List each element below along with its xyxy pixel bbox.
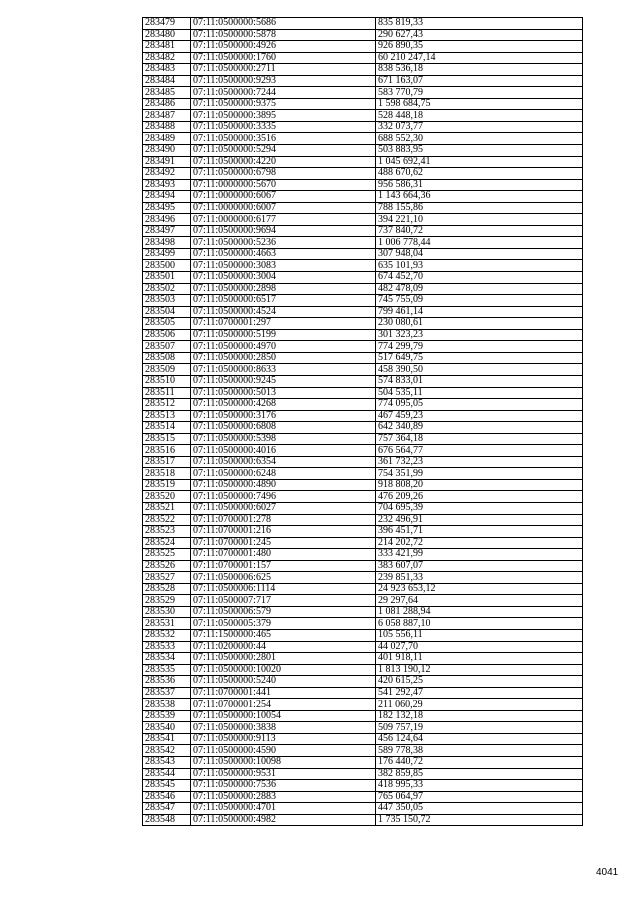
row-number-cell: 283540 [143, 722, 191, 734]
table-row [143, 387, 583, 399]
table-row [143, 110, 583, 122]
cadastral-number-cell: 07:11:0500000:9113 [191, 733, 376, 745]
table-row [143, 237, 583, 249]
cadastral-number-cell: 07:11:0500000:5398 [191, 433, 376, 445]
table-row [143, 606, 583, 618]
row-number-cell: 283498 [143, 237, 191, 249]
cadastral-value-cell: 232 496,91 [376, 514, 583, 526]
cadastral-value-cell: 704 695,39 [376, 502, 583, 514]
table-row [143, 422, 583, 434]
table-row [143, 29, 583, 41]
table-row [143, 329, 583, 341]
table-row [143, 214, 583, 226]
table-row [143, 768, 583, 780]
cadastral-value-cell: 467 459,23 [376, 410, 583, 422]
row-number-cell: 283501 [143, 272, 191, 284]
cadastral-value-cell: 574 833,01 [376, 375, 583, 387]
cadastral-value-cell: 418 995,33 [376, 780, 583, 792]
row-number-cell: 283513 [143, 410, 191, 422]
table-row [143, 341, 583, 353]
table-row [143, 248, 583, 260]
row-number-cell: 283519 [143, 479, 191, 491]
table-row [143, 41, 583, 53]
cadastral-number-cell: 07:11:0500000:5878 [191, 29, 376, 41]
cadastral-number-cell: 07:11:0500000:10020 [191, 664, 376, 676]
cadastral-number-cell: 07:11:0500000:4590 [191, 745, 376, 757]
cadastral-number-cell: 07:11:0200000:44 [191, 641, 376, 653]
row-number-cell: 283482 [143, 52, 191, 64]
table-row [143, 560, 583, 572]
cadastral-value-cell: 838 536,18 [376, 64, 583, 76]
table-row [143, 87, 583, 99]
row-number-cell: 283517 [143, 456, 191, 468]
row-number-cell: 283481 [143, 41, 191, 53]
cadastral-value-cell: 488 670,62 [376, 168, 583, 180]
cadastral-value-cell: 458 390,50 [376, 364, 583, 376]
row-number-cell: 283521 [143, 502, 191, 514]
cadastral-number-cell: 07:11:0500000:9531 [191, 768, 376, 780]
cadastral-number-cell: 07:11:0500000:9245 [191, 375, 376, 387]
cadastral-value-cell: 635 101,93 [376, 260, 583, 272]
row-number-cell: 283532 [143, 629, 191, 641]
cadastral-value-cell: 1 598 684,75 [376, 98, 583, 110]
row-number-cell: 283506 [143, 329, 191, 341]
cadastral-value-cell: 230 080,61 [376, 318, 583, 330]
cadastral-number-cell: 07:11:0700001:245 [191, 537, 376, 549]
row-number-cell: 283516 [143, 445, 191, 457]
row-number-cell: 283500 [143, 260, 191, 272]
cadastral-number-cell: 07:11:0500005:379 [191, 618, 376, 630]
row-number-cell: 283522 [143, 514, 191, 526]
row-number-cell: 283508 [143, 352, 191, 364]
table-row [143, 283, 583, 295]
cadastral-value-cell: 29 297,64 [376, 595, 583, 607]
cadastral-value-cell: 382 859,85 [376, 768, 583, 780]
table-row [143, 722, 583, 734]
row-number-cell: 283525 [143, 549, 191, 561]
cadastral-value-cell: 1 081 288,94 [376, 606, 583, 618]
row-number-cell: 283518 [143, 468, 191, 480]
cadastral-number-cell: 07:11:0500000:5686 [191, 18, 376, 30]
row-number-cell: 283538 [143, 699, 191, 711]
table-row [143, 595, 583, 607]
row-number-cell: 283488 [143, 121, 191, 133]
cadastral-number-cell: 07:11:0500000:4524 [191, 306, 376, 318]
table-row [143, 295, 583, 307]
row-number-cell: 283491 [143, 156, 191, 168]
cadastral-number-cell: 07:11:0500000:9694 [191, 225, 376, 237]
row-number-cell: 283511 [143, 387, 191, 399]
cadastral-value-cell: 1 813 190,12 [376, 664, 583, 676]
row-number-cell: 283529 [143, 595, 191, 607]
cadastral-number-cell: 07:11:0500000:8633 [191, 364, 376, 376]
cadastral-number-cell: 07:11:0500006:579 [191, 606, 376, 618]
cadastral-value-cell: 476 209,26 [376, 491, 583, 503]
table-row [143, 699, 583, 711]
cadastral-number-cell: 07:11:0500000:4890 [191, 479, 376, 491]
table-row [143, 653, 583, 665]
cadastral-value-cell: 509 757,19 [376, 722, 583, 734]
row-number-cell: 283544 [143, 768, 191, 780]
row-number-cell: 283533 [143, 641, 191, 653]
cadastral-number-cell: 07:11:0500000:3004 [191, 272, 376, 284]
cadastral-value-table [142, 17, 583, 826]
cadastral-value-cell: 642 340,89 [376, 422, 583, 434]
row-number-cell: 283486 [143, 98, 191, 110]
cadastral-value-cell: 396 451,71 [376, 526, 583, 538]
table-row [143, 791, 583, 803]
row-number-cell: 283510 [143, 375, 191, 387]
cadastral-number-cell: 07:11:0500000:2883 [191, 791, 376, 803]
cadastral-value-cell: 1 045 692,41 [376, 156, 583, 168]
cadastral-value-cell: 528 448,18 [376, 110, 583, 122]
cadastral-number-cell: 07:11:0500000:3895 [191, 110, 376, 122]
table-row [143, 433, 583, 445]
cadastral-value-cell: 176 440,72 [376, 757, 583, 769]
table-row [143, 757, 583, 769]
cadastral-value-cell: 926 890,35 [376, 41, 583, 53]
cadastral-number-cell: 07:11:0500006:625 [191, 572, 376, 584]
cadastral-number-cell: 07:11:0500000:5199 [191, 329, 376, 341]
cadastral-number-cell: 07:11:0000000:6007 [191, 202, 376, 214]
row-number-cell: 283490 [143, 145, 191, 157]
row-number-cell: 283536 [143, 676, 191, 688]
cadastral-number-cell: 07:11:0500000:3838 [191, 722, 376, 734]
row-number-cell: 283507 [143, 341, 191, 353]
cadastral-value-cell: 383 607,07 [376, 560, 583, 572]
cadastral-value-cell: 394 221,10 [376, 214, 583, 226]
cadastral-number-cell: 07:11:0500007:717 [191, 595, 376, 607]
cadastral-value-cell: 671 163,07 [376, 75, 583, 87]
cadastral-value-cell: 447 350,05 [376, 803, 583, 815]
cadastral-value-cell: 757 364,18 [376, 433, 583, 445]
cadastral-number-cell: 07:11:0500000:4663 [191, 248, 376, 260]
table-row [143, 814, 583, 826]
table-row [143, 179, 583, 191]
cadastral-value-cell: 799 461,14 [376, 306, 583, 318]
cadastral-number-cell: 07:11:0500000:7244 [191, 87, 376, 99]
cadastral-value-cell: 301 323,23 [376, 329, 583, 341]
row-number-cell: 283504 [143, 306, 191, 318]
row-number-cell: 283523 [143, 526, 191, 538]
row-number-cell: 283531 [143, 618, 191, 630]
table-row [143, 710, 583, 722]
row-number-cell: 283495 [143, 202, 191, 214]
cadastral-number-cell: 07:11:0700001:297 [191, 318, 376, 330]
table-row [143, 260, 583, 272]
cadastral-number-cell: 07:11:0500000:4926 [191, 41, 376, 53]
table-row [143, 502, 583, 514]
row-number-cell: 283497 [143, 225, 191, 237]
row-number-cell: 283483 [143, 64, 191, 76]
cadastral-number-cell: 07:11:0500000:4268 [191, 399, 376, 411]
cadastral-value-cell: 239 851,33 [376, 572, 583, 584]
cadastral-number-cell: 07:11:0500000:4970 [191, 341, 376, 353]
cadastral-number-cell: 07:11:0500000:6808 [191, 422, 376, 434]
cadastral-value-cell: 214 202,72 [376, 537, 583, 549]
cadastral-number-cell: 07:11:0500000:6354 [191, 456, 376, 468]
row-number-cell: 283479 [143, 18, 191, 30]
row-number-cell: 283487 [143, 110, 191, 122]
cadastral-value-cell: 332 073,77 [376, 121, 583, 133]
table-row [143, 133, 583, 145]
row-number-cell: 283527 [143, 572, 191, 584]
table-row [143, 318, 583, 330]
cadastral-value-cell: 956 586,31 [376, 179, 583, 191]
cadastral-value-cell: 541 292,47 [376, 687, 583, 699]
row-number-cell: 283520 [143, 491, 191, 503]
table-row [143, 803, 583, 815]
row-number-cell: 283485 [143, 87, 191, 99]
table-row [143, 733, 583, 745]
cadastral-number-cell: 07:11:0500000:4016 [191, 445, 376, 457]
table-row [143, 526, 583, 538]
cadastral-value-cell: 333 421,99 [376, 549, 583, 561]
table-row [143, 352, 583, 364]
cadastral-number-cell: 07:11:0000000:5670 [191, 179, 376, 191]
cadastral-number-cell: 07:11:0500000:2711 [191, 64, 376, 76]
cadastral-value-cell: 503 883,95 [376, 145, 583, 157]
cadastral-value-cell: 182 132,18 [376, 710, 583, 722]
cadastral-number-cell: 07:11:0700001:441 [191, 687, 376, 699]
row-number-cell: 283542 [143, 745, 191, 757]
cadastral-value-cell: 361 732,23 [376, 456, 583, 468]
table-row [143, 156, 583, 168]
cadastral-number-cell: 07:11:0500000:5240 [191, 676, 376, 688]
cadastral-number-cell: 07:11:1500000:465 [191, 629, 376, 641]
table-row [143, 641, 583, 653]
page-number: 4041 [596, 867, 619, 878]
row-number-cell: 283539 [143, 710, 191, 722]
cadastral-value-cell: 420 615,25 [376, 676, 583, 688]
row-number-cell: 283499 [143, 248, 191, 260]
row-number-cell: 283514 [143, 422, 191, 434]
cadastral-number-cell: 07:11:0500000:6798 [191, 168, 376, 180]
cadastral-value-cell: 589 778,38 [376, 745, 583, 757]
table-row [143, 687, 583, 699]
table-row [143, 399, 583, 411]
cadastral-value-cell: 482 478,09 [376, 283, 583, 295]
cadastral-value-cell: 24 923 653,12 [376, 583, 583, 595]
cadastral-number-cell: 07:11:0700001:254 [191, 699, 376, 711]
cadastral-value-cell: 290 627,43 [376, 29, 583, 41]
cadastral-number-cell: 07:11:0500000:4701 [191, 803, 376, 815]
table-row [143, 98, 583, 110]
table-row [143, 745, 583, 757]
cadastral-value-cell: 6 058 887,10 [376, 618, 583, 630]
cadastral-value-cell: 456 124,64 [376, 733, 583, 745]
row-number-cell: 283494 [143, 191, 191, 203]
cadastral-value-cell: 211 060,29 [376, 699, 583, 711]
row-number-cell: 283524 [143, 537, 191, 549]
row-number-cell: 283528 [143, 583, 191, 595]
cadastral-number-cell: 07:11:0500000:9375 [191, 98, 376, 110]
cadastral-value-cell: 737 840,72 [376, 225, 583, 237]
cadastral-value-cell: 583 770,79 [376, 87, 583, 99]
cadastral-number-cell: 07:11:0500000:5294 [191, 145, 376, 157]
row-number-cell: 283505 [143, 318, 191, 330]
cadastral-value-cell: 60 210 247,14 [376, 52, 583, 64]
table-row [143, 272, 583, 284]
cadastral-number-cell: 07:11:0500000:5013 [191, 387, 376, 399]
cadastral-number-cell: 07:11:0500000:3176 [191, 410, 376, 422]
cadastral-number-cell: 07:11:0500000:2850 [191, 352, 376, 364]
row-number-cell: 283489 [143, 133, 191, 145]
cadastral-value-cell: 44 027,70 [376, 641, 583, 653]
table-row [143, 479, 583, 491]
table-row [143, 456, 583, 468]
cadastral-value-cell: 1 006 778,44 [376, 237, 583, 249]
table-row [143, 445, 583, 457]
table-row [143, 537, 583, 549]
table-row [143, 145, 583, 157]
table-row [143, 491, 583, 503]
row-number-cell: 283547 [143, 803, 191, 815]
cadastral-value-cell: 774 095,05 [376, 399, 583, 411]
cadastral-number-cell: 07:11:0500000:2801 [191, 653, 376, 665]
row-number-cell: 283535 [143, 664, 191, 676]
cadastral-number-cell: 07:11:0500000:2898 [191, 283, 376, 295]
cadastral-number-cell: 07:11:0700001:157 [191, 560, 376, 572]
row-number-cell: 283546 [143, 791, 191, 803]
cadastral-number-cell: 07:11:0700001:216 [191, 526, 376, 538]
table-row [143, 364, 583, 376]
cadastral-value-cell: 517 649,75 [376, 352, 583, 364]
table-body [143, 18, 583, 826]
table-row [143, 121, 583, 133]
cadastral-value-cell: 401 918,11 [376, 653, 583, 665]
cadastral-number-cell: 07:11:0500006:1114 [191, 583, 376, 595]
cadastral-number-cell: 07:11:0500000:5236 [191, 237, 376, 249]
cadastral-number-cell: 07:11:0500000:10098 [191, 757, 376, 769]
table-row [143, 618, 583, 630]
row-number-cell: 283492 [143, 168, 191, 180]
cadastral-number-cell: 07:11:0500000:7496 [191, 491, 376, 503]
cadastral-number-cell: 07:11:0500000:9293 [191, 75, 376, 87]
table-row [143, 583, 583, 595]
table-row [143, 225, 583, 237]
table-row [143, 64, 583, 76]
cadastral-value-cell: 105 556,11 [376, 629, 583, 641]
table-row [143, 676, 583, 688]
table-row [143, 52, 583, 64]
cadastral-number-cell: 07:11:0500000:3083 [191, 260, 376, 272]
row-number-cell: 283509 [143, 364, 191, 376]
table-row [143, 191, 583, 203]
cadastral-value-cell: 688 552,30 [376, 133, 583, 145]
cadastral-number-cell: 07:11:0500000:7536 [191, 780, 376, 792]
table-row [143, 572, 583, 584]
cadastral-value-cell: 1 735 150,72 [376, 814, 583, 826]
row-number-cell: 283484 [143, 75, 191, 87]
row-number-cell: 283503 [143, 295, 191, 307]
table-row [143, 375, 583, 387]
cadastral-value-cell: 307 948,04 [376, 248, 583, 260]
table-row [143, 780, 583, 792]
table-row [143, 629, 583, 641]
cadastral-value-cell: 918 808,20 [376, 479, 583, 491]
table-row [143, 410, 583, 422]
row-number-cell: 283548 [143, 814, 191, 826]
row-number-cell: 283496 [143, 214, 191, 226]
cadastral-value-cell: 1 143 664,36 [376, 191, 583, 203]
cadastral-number-cell: 07:11:0500000:3516 [191, 133, 376, 145]
row-number-cell: 283541 [143, 733, 191, 745]
row-number-cell: 283543 [143, 757, 191, 769]
row-number-cell: 283480 [143, 29, 191, 41]
cadastral-value-cell: 835 819,33 [376, 18, 583, 30]
cadastral-value-cell: 504 535,11 [376, 387, 583, 399]
cadastral-number-cell: 07:11:0500000:1760 [191, 52, 376, 64]
cadastral-value-cell: 745 755,09 [376, 295, 583, 307]
cadastral-number-cell: 07:11:0500000:6517 [191, 295, 376, 307]
cadastral-number-cell: 07:11:0000000:6067 [191, 191, 376, 203]
cadastral-number-cell: 07:11:0500000:6027 [191, 502, 376, 514]
table-row [143, 306, 583, 318]
table-row [143, 202, 583, 214]
cadastral-number-cell: 07:11:0500000:6248 [191, 468, 376, 480]
cadastral-number-cell: 07:11:0700001:278 [191, 514, 376, 526]
cadastral-value-cell: 765 064,97 [376, 791, 583, 803]
table-row [143, 514, 583, 526]
table-row [143, 168, 583, 180]
row-number-cell: 283526 [143, 560, 191, 572]
row-number-cell: 283534 [143, 653, 191, 665]
row-number-cell: 283545 [143, 780, 191, 792]
table-row [143, 468, 583, 480]
table-row [143, 549, 583, 561]
cadastral-value-cell: 676 564,77 [376, 445, 583, 457]
table-row [143, 75, 583, 87]
cadastral-number-cell: 07:11:0700001:480 [191, 549, 376, 561]
cadastral-value-cell: 754 351,99 [376, 468, 583, 480]
row-number-cell: 283537 [143, 687, 191, 699]
row-number-cell: 283530 [143, 606, 191, 618]
table-row [143, 664, 583, 676]
row-number-cell: 283502 [143, 283, 191, 295]
row-number-cell: 283493 [143, 179, 191, 191]
row-number-cell: 283512 [143, 399, 191, 411]
row-number-cell: 283515 [143, 433, 191, 445]
cadastral-value-cell: 674 452,70 [376, 272, 583, 284]
table-row [143, 18, 583, 30]
cadastral-number-cell: 07:11:0500000:10054 [191, 710, 376, 722]
cadastral-value-cell: 788 155,86 [376, 202, 583, 214]
cadastral-number-cell: 07:11:0500000:4982 [191, 814, 376, 826]
cadastral-number-cell: 07:11:0500000:4220 [191, 156, 376, 168]
cadastral-number-cell: 07:11:0500000:3335 [191, 121, 376, 133]
cadastral-number-cell: 07:11:0000000:6177 [191, 214, 376, 226]
cadastral-value-cell: 774 299,79 [376, 341, 583, 353]
